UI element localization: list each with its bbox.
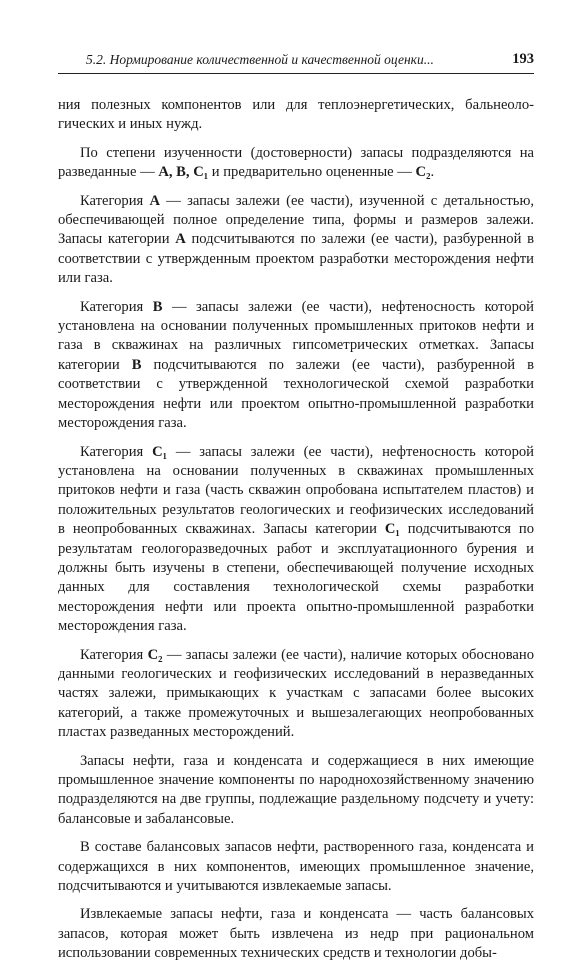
bold-term: C₂	[415, 164, 431, 181]
bold-term: C₂	[147, 646, 163, 663]
bold-term: А	[149, 192, 161, 209]
text-run: По степени изученности (достоверности) запасы подразделяются на разведанные —	[58, 144, 534, 181]
text-run: Категория	[80, 443, 153, 460]
bold-term: А, В, C₁	[158, 164, 209, 181]
bold-term: В	[152, 298, 163, 315]
bold-term: C₁	[152, 443, 167, 460]
text-run: Категория	[80, 192, 150, 209]
paragraph	[58, 752, 534, 830]
text-run: — запасы залежи (ее части), нефтеносность которой установлена на основании полученных промышленных притоков нефти и газа в скважинах на различных гипсометрических отметках. Запасы категории	[58, 298, 534, 373]
header-rule	[58, 73, 534, 74]
paragraph	[58, 443, 534, 637]
running-title: 5.2. Нормирование количественной и качественной оценки...	[86, 52, 434, 67]
text-run: ния полезных компонентов или для теплоэнергетических, бальнеологических и иных нужд.	[58, 97, 534, 133]
text-run: .	[430, 164, 435, 181]
text-run: Категория	[80, 298, 153, 315]
bold-term: А	[175, 231, 186, 248]
paragraph	[58, 905, 534, 963]
text-run: Категория	[80, 646, 148, 663]
running-header	[58, 52, 534, 72]
text-run: Запасы нефти, газа и конденсата и содержащиеся в них имеющие промышленное значение компоненты по народнохозяйственному значению подразделяются на две группы, подлежащие раздельному подсчету и учету: балансовые и забалансовые.	[58, 752, 534, 827]
text-run: подсчитываются по результатам геологоразведочных работ и эксплуатационного бурения и должны быть изучены в степени, обеспечивающей получение исходных данных для составления технологической схемы разработки месторождения нефти или проекта опытно-промышленной разработки месторождения газа.	[58, 521, 534, 635]
text-run: — запасы залежи (ее части), изученной с детальностью, обеспечивающей полное определение типа, формы и размеров залежи. Запасы категории	[58, 192, 534, 248]
text-run: — запасы залежи (ее части), наличие которых обосновано данными геологических и геофизических исследований в неразведанных частях залежи, примыкающих к участкам с запасами более высоких категорий, а также промежуточных и вышезалегающих неопробованных пластах разведанных месторождений.	[58, 646, 534, 741]
paragraph	[58, 298, 534, 434]
bold-term: C₁	[384, 521, 400, 538]
paragraph	[58, 96, 534, 135]
text-run: В составе балансовых запасов нефти, растворенного газа, конденсата и содержащихся в них компонентов, имеющих промышленное значение, подсчитываются и учитываются извлекаемые запасы.	[58, 839, 534, 895]
text-run: подсчитываются по залежи (ее части), разбуренной в соответствии с утвержденным проектом разработки месторождения нефти или газа.	[58, 231, 534, 287]
bold-term: В	[131, 356, 142, 373]
text-run: подсчитываются по залежи (ее части), разбуренной в соответствии с утвержденной технологической схемой разработки месторождения нефти или проектом опытно-промышленной разработки месторождения газа.	[58, 356, 534, 432]
text-run: — запасы залежи (ее части), нефтеносность которой установлена на основании полученных в скважинах промышленных притоков нефти и газа (часть скважин опробована испытателем пластов) и положительных результатов геологических и геофизических исследований в неопробованных скважинах. Запасы категории	[58, 443, 534, 538]
text-run: и предварительно оцененные —	[208, 164, 416, 181]
text-run: Извлекаемые запасы нефти, газа и конденсата — часть балансовых запасов, которая может быть извлечена из недр при рациональном использовании современных технических средств и технологии добы-	[58, 906, 534, 962]
body-text	[58, 96, 534, 973]
page-number: 193	[512, 51, 534, 67]
paragraph	[58, 192, 534, 289]
paragraph	[58, 646, 534, 743]
paragraph	[58, 144, 534, 183]
